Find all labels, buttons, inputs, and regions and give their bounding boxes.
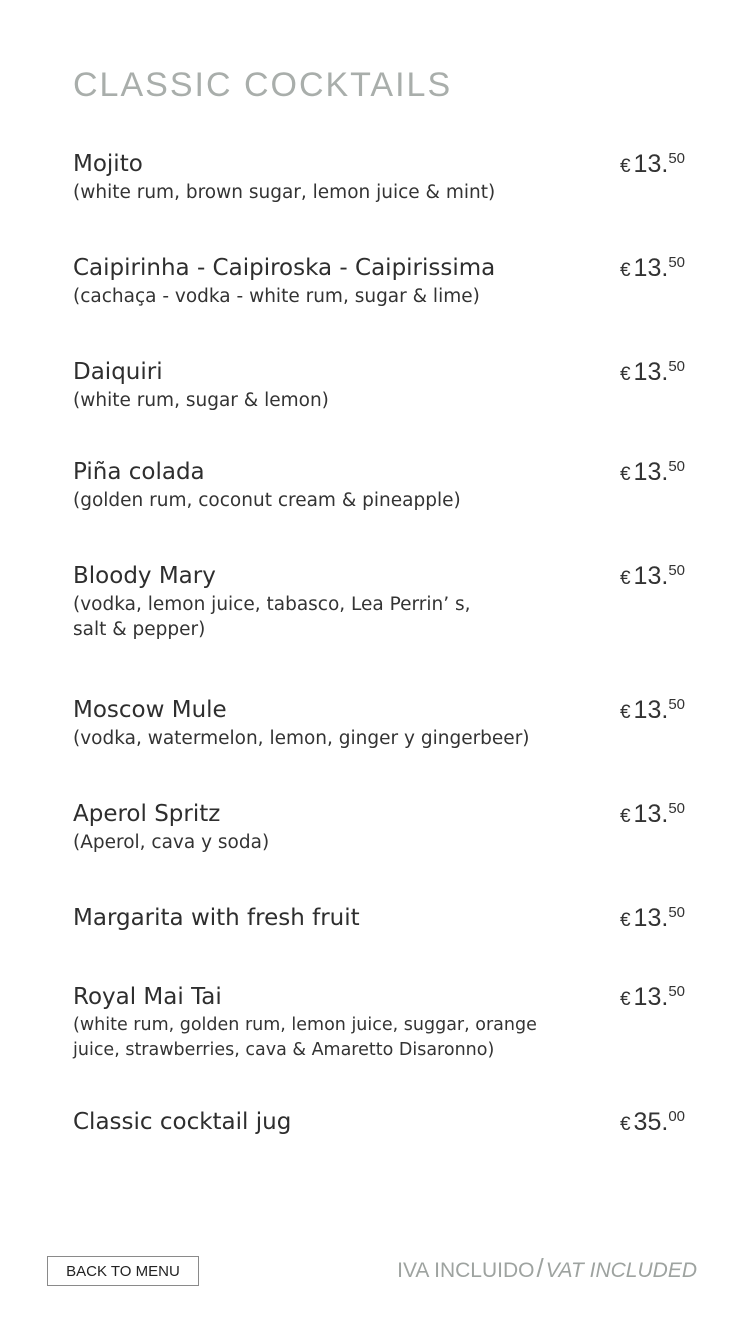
item-name: Aperol Spritz	[73, 801, 221, 827]
item-name: Daiquiri	[73, 359, 163, 385]
item-description: (vodka, watermelon, lemon, ginger y gingerbeer)	[73, 728, 530, 749]
price-main: 13.	[633, 150, 669, 178]
vat-separator: /	[536, 1253, 544, 1283]
item-price	[620, 1108, 685, 1137]
item-description: (white rum, brown sugar, lemon juice & mint)	[73, 182, 496, 203]
currency-symbol: €	[619, 364, 631, 385]
item-name: Classic cocktail jug	[73, 1109, 292, 1135]
currency-symbol: €	[619, 464, 631, 485]
price-cents: 50	[668, 150, 685, 167]
vat-notice	[397, 1253, 697, 1284]
menu-item	[73, 983, 685, 1063]
item-price	[620, 800, 685, 829]
menu-item	[73, 904, 685, 934]
item-name: Bloody Mary	[73, 563, 216, 589]
item-price	[620, 150, 685, 179]
menu-item	[73, 1108, 685, 1138]
currency-symbol: €	[619, 989, 631, 1010]
item-name: Piña colada	[73, 459, 205, 485]
price-main: 13.	[633, 358, 669, 386]
price-cents: 50	[668, 254, 685, 271]
back-to-menu-button[interactable]: BACK TO MENU	[47, 1256, 199, 1286]
currency-symbol: €	[619, 702, 631, 723]
price-main: 13.	[633, 696, 669, 724]
currency-symbol: €	[619, 1114, 631, 1135]
currency-symbol: €	[619, 260, 631, 281]
currency-symbol: €	[619, 806, 631, 827]
item-name: Caipirinha - Caipiroska - Caipirissima	[73, 255, 496, 281]
item-price	[620, 562, 685, 591]
item-price	[620, 904, 685, 933]
currency-symbol: €	[619, 910, 631, 931]
item-description: (vodka, lemon juice, tabasco, Lea Perrin’ s, salt & pepper)	[73, 594, 471, 640]
price-cents: 50	[668, 562, 685, 579]
menu-item	[73, 696, 685, 751]
price-cents: 50	[668, 983, 685, 1000]
item-name: Moscow Mule	[73, 697, 227, 723]
price-main: 13.	[633, 904, 669, 932]
price-main: 13.	[633, 254, 669, 282]
page-title: CLASSIC COCKTAILS	[73, 66, 453, 104]
item-description: (cachaça - vodka - white rum, sugar & lime)	[73, 286, 480, 307]
price-cents: 50	[668, 458, 685, 475]
item-description: (white rum, golden rum, lemon juice, suggar, orange juice, strawberries, cava & Amaretto Disaronno)	[73, 1015, 537, 1060]
price-cents: 00	[668, 1108, 685, 1125]
item-name: Margarita with fresh fruit	[73, 905, 360, 931]
item-name: Mojito	[73, 151, 143, 177]
price-main: 13.	[633, 562, 669, 590]
price-main: 35.	[633, 1108, 669, 1136]
menu-item	[73, 458, 685, 513]
menu-item	[73, 254, 685, 309]
item-description: (white rum, sugar & lemon)	[73, 390, 329, 411]
menu-item	[73, 150, 685, 205]
price-main: 13.	[633, 983, 669, 1011]
vat-es-text: IVA INCLUIDO	[397, 1259, 535, 1282]
item-name: Royal Mai Tai	[73, 984, 222, 1010]
menu-item	[73, 800, 685, 855]
item-price	[620, 696, 685, 725]
item-price	[620, 983, 685, 1012]
currency-symbol: €	[619, 156, 631, 177]
menu-item	[73, 358, 685, 413]
price-main: 13.	[633, 458, 669, 486]
price-cents: 50	[668, 696, 685, 713]
item-description: (Aperol, cava y soda)	[73, 832, 270, 853]
item-price	[620, 254, 685, 283]
item-description: (golden rum, coconut cream & pineapple)	[73, 490, 461, 511]
price-cents: 50	[668, 904, 685, 921]
price-main: 13.	[633, 800, 669, 828]
menu-item	[73, 562, 685, 642]
price-cents: 50	[668, 800, 685, 817]
price-cents: 50	[668, 358, 685, 375]
vat-en-text: VAT INCLUDED	[545, 1259, 697, 1282]
currency-symbol: €	[619, 568, 631, 589]
item-price	[620, 358, 685, 387]
item-price	[620, 458, 685, 487]
